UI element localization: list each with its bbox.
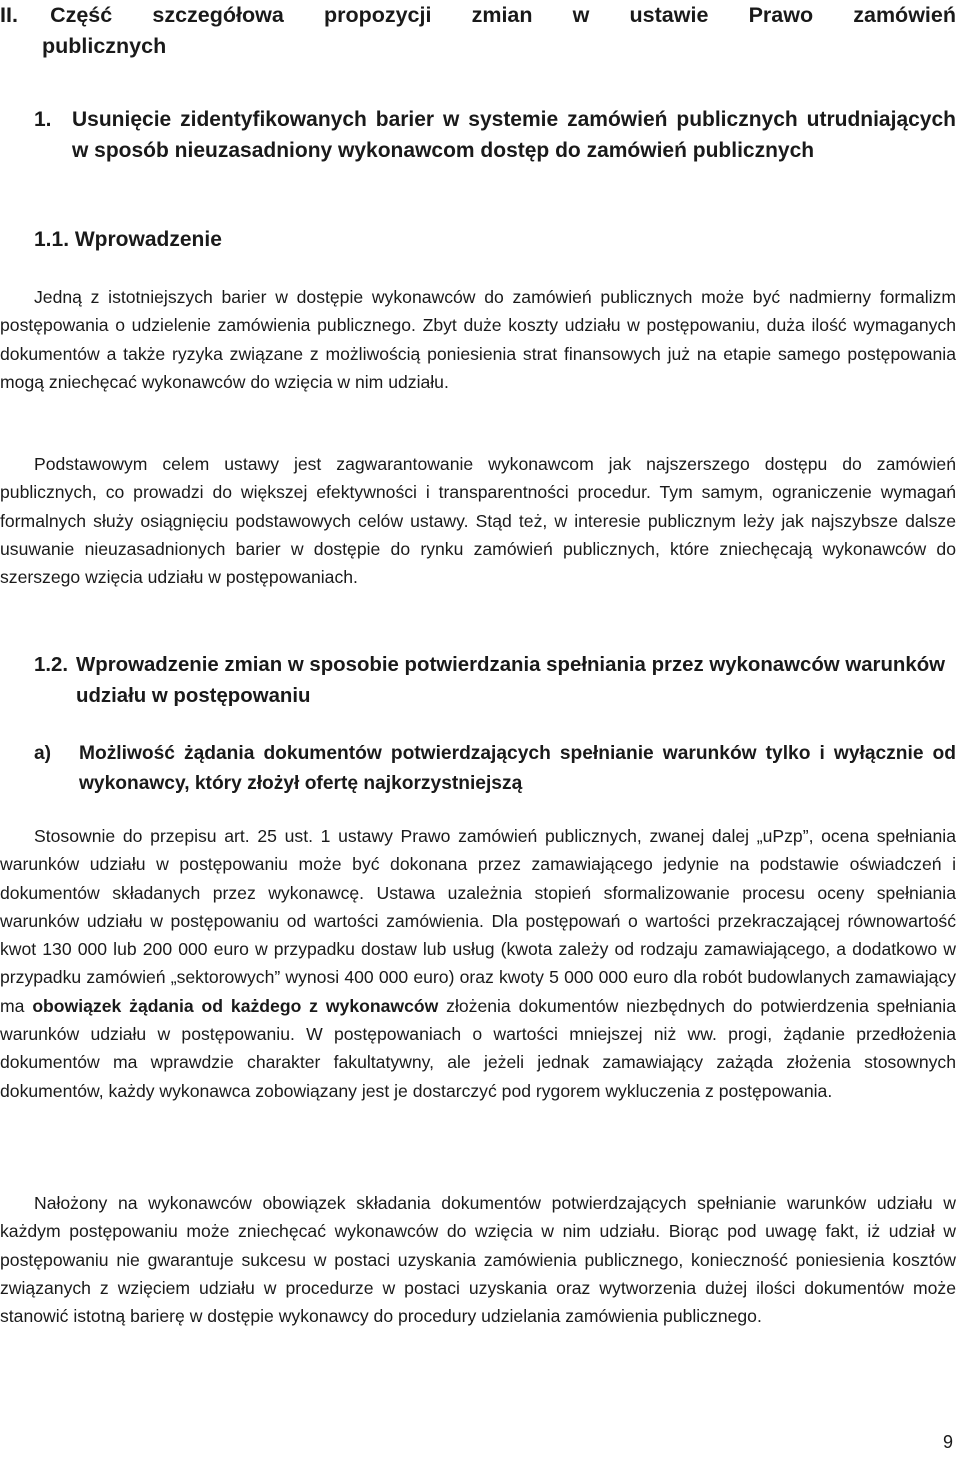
intro-heading: 1.1. Wprowadzenie: [34, 228, 222, 251]
heading-a: [34, 739, 956, 799]
section-title-word: zmian: [471, 3, 533, 27]
paragraph-intro: Jedną z istotniejszych barier w dostępie wykonawców do zamówień publicznych może być nadmierny formalizm postępowania o udzielenie zamówienia publicznego. Zbyt duże koszty udziału w postępowaniu, duża ilość wymaganych dokumentów a także ryzyka związane z możliwością poniesienia strat finansowych już na etapie samego postępowania mogą zniechęcać wykonawców do wzięcia w nim udziału.: [0, 287, 956, 392]
page-number: 9: [942, 1432, 953, 1452]
section-title-word: ustawie: [629, 3, 709, 27]
section-heading: [0, 0, 956, 62]
paragraph-art25: [0, 822, 956, 1105]
section-number: II.: [0, 3, 18, 27]
section-title-word: szczegółowa: [152, 3, 284, 27]
section-title-word: zamówień: [853, 3, 956, 27]
subsection-title: Usunięcie zidentyfikowanych barier w systemie zamówień publicznych utrudniających w sposób nieuzasadniony wykonawcom dostęp do zamówień publicznych: [72, 108, 956, 162]
subsection-number: 1.: [34, 108, 52, 131]
heading-a-letter: a): [34, 743, 52, 764]
section-title-word: Część: [50, 3, 113, 27]
section-title-word: propozycji: [323, 3, 432, 27]
heading-1-2: [34, 650, 956, 712]
heading-1-2-number: 1.2.: [34, 654, 69, 676]
section-title-word: w: [572, 3, 590, 27]
section-heading-line2: publicznych: [42, 34, 167, 58]
paragraph-art25-part1: Stosownie do przepisu art. 25 ust. 1 ustawy Prawo zamówień publicznych, zwanej dalej „uPzp”, ocena spełniania warunków udziału w postępowaniu może być dokonana przez zamawiającego jedynie na podstawie oświadczeń i dokumentów składanych przez wykonawcę. Ustawa uzależnia stopień sformalizowanie procesu oceny spełniania warunków udziału w postępowaniu od wartości zamówienia. Dla postępowań o wartości przekraczającej równowartość kwot 130 000 lub 200 000 euro w przypadku dostaw lub usług (kwota zależy od rodzaju zamawiającego, a dodatkowo w przypadku zamówień „sektorowych” wynosi 400 000 euro) oraz kwoty 5 000 000 euro dla robót budowlanych zamawiający ma: [0, 826, 956, 1016]
heading-1-2-title: Wprowadzenie zmian w sposobie potwierdzania spełniania przez wykonawców warunków udziału w postępowaniu: [76, 654, 946, 707]
section-title-word: Prawo: [748, 3, 814, 27]
paragraph-art25-bold: obowiązek żądania od każdego z wykonawców: [32, 995, 439, 1016]
paragraph-goal: Podstawowym celem ustawy jest zagwarantowanie wykonawcom jak najszerszego dostępu do zamówień publicznych, co prowadzi do większej efektywności i transparentności procedur. Tym samym, ograniczenie wymagań formalnych służy osiągnięciu podstawowych celów ustawy. Stąd też, w interesie publicznym leży jak najszybsze dalsze usuwanie nieuzasadnionych barier w dostępie do rynku zamówień publicznych, które zniechęcają wykonawców do szerszego wzięcia udziału w postępowaniach.: [0, 454, 956, 588]
heading-a-title: Możliwość żądania dokumentów potwierdzających spełnianie warunków tylko i wyłącznie od wykonawcy, który złożył ofertę najkorzystniejszą: [79, 743, 956, 794]
section-heading-line1: [0, 0, 956, 31]
paragraph-obligation: Nałożony na wykonawców obowiązek składania dokumentów potwierdzających spełnianie warunków udziału w każdym postępowaniu może zniechęcać wykonawców do wzięcia w nim udziału. Biorąc pod uwagę fakt, iż udział w postępowaniu nie gwarantuje sukcesu w postaci uzyskania zamówienia publicznego, konieczność poniesienia kosztów związanych z wzięciem udziału w procedurze w postaci uzyskania oraz wytworzenia dużej ilości dokumentów może stanowić istotną barierę w dostępie wykonawcy do procedury udzielania zamówienia publicznego.: [0, 1193, 956, 1327]
subsection-heading: [34, 104, 956, 166]
paragraph-art25-part2: złożenia dokumentów niezbędnych do potwierdzenia spełniania warunków udziału w postępowaniu. W postępowaniach o wartości mniejszej niż ww. progi, żądanie przedłożenia dokumentów ma wprawdzie charakter fakultatywny, ale jeżeli jednak zamawiający zażąda złożenia stosownych dokumentów, każdy wykonawca zobowiązany jest je dostarczyć pod rygorem wykluczenia z postępowania.: [0, 995, 956, 1101]
